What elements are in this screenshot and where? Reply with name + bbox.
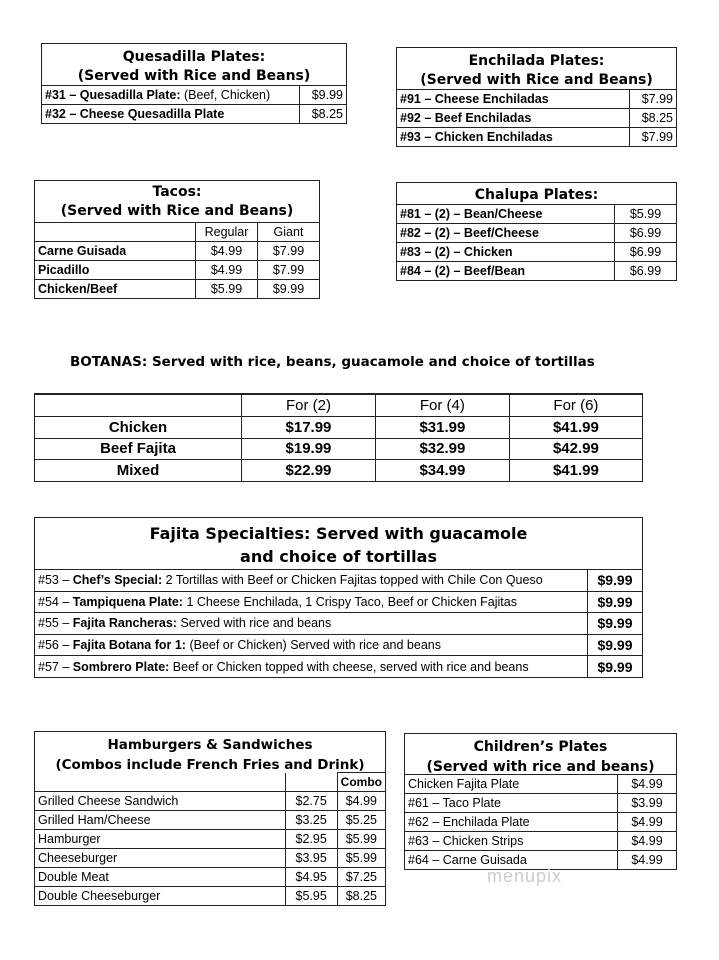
menu-row: Picadillo $4.99 $7.99 bbox=[35, 261, 319, 280]
tacos-box bbox=[34, 180, 320, 299]
menu-row: #84 – (2) – Beef/Bean $6.99 bbox=[397, 262, 676, 281]
menu-row: Grilled Cheese Sandwich $2.75 $4.99 bbox=[35, 792, 385, 811]
quesadilla-subtitle: (Served with Rice and Beans) bbox=[77, 67, 311, 84]
childrens-title: Children’s Plates bbox=[473, 739, 608, 755]
menu-row: Chicken/Beef $5.99 $9.99 bbox=[35, 280, 319, 299]
menu-row: #57 – Sombrero Plate: Beef or Chicken topped with cheese, served with rice and beans $9.99 bbox=[35, 656, 642, 678]
burgers-title: Hamburgers & Sandwiches bbox=[107, 737, 313, 753]
burgers-box bbox=[34, 731, 386, 906]
burgers-subtitle: (Combos include French Fries and Drink) bbox=[55, 757, 365, 774]
burgers-header-row: Combo bbox=[35, 773, 385, 792]
fajita-subtitle: and choice of tortillas bbox=[240, 547, 437, 567]
menu-row: Beef Fajita $19.99 $32.99 $42.99 bbox=[35, 438, 642, 460]
menupix-watermark: menupix bbox=[487, 866, 563, 886]
fajita-specialties-box bbox=[34, 517, 643, 678]
menu-row: #53 – Chef’s Special: 2 Tortillas with Beef or Chicken Fajitas topped with Chile Con Queso $9.99 bbox=[35, 570, 642, 592]
menu-row: #56 – Fajita Botana for 1: (Beef or Chicken) Served with rice and beans $9.99 bbox=[35, 634, 642, 656]
price: $8.25 bbox=[300, 105, 347, 124]
menu-row: #63 – Chicken Strips $4.99 bbox=[405, 832, 676, 851]
price: $9.99 bbox=[300, 86, 347, 105]
menu-row: Chicken $17.99 $31.99 $41.99 bbox=[35, 416, 642, 438]
menu-row: Double Cheeseburger $5.95 $8.25 bbox=[35, 887, 385, 906]
childrens-subtitle: (Served with rice and beans) bbox=[426, 759, 655, 776]
menu-row: #92 – Beef Enchiladas $8.25 bbox=[397, 109, 676, 128]
botanas-header-row: For (2) For (4) For (6) bbox=[35, 395, 642, 417]
menu-row: #64 – Carne Guisada $4.99 bbox=[405, 851, 676, 870]
botanas-box bbox=[34, 393, 643, 482]
menu-row: #93 – Chicken Enchiladas $7.99 bbox=[397, 128, 676, 147]
menu-row: Hamburger $2.95 $5.99 bbox=[35, 830, 385, 849]
botanas-heading: BOTANAS: Served with rice, beans, guacamole and choice of tortillas bbox=[70, 354, 595, 370]
enchilada-plates-box bbox=[396, 47, 677, 147]
chalupa-plates-box bbox=[396, 182, 677, 281]
menu-row: #62 – Enchilada Plate $4.99 bbox=[405, 813, 676, 832]
tacos-title: Tacos: bbox=[152, 184, 202, 200]
menu-row: Double Meat $4.95 $7.25 bbox=[35, 868, 385, 887]
menu-row: Grilled Ham/Cheese $3.25 $5.25 bbox=[35, 811, 385, 830]
chalupa-title: Chalupa Plates: bbox=[474, 187, 599, 203]
enchilada-subtitle: (Served with Rice and Beans) bbox=[420, 71, 653, 88]
tacos-header-row: Regular Giant bbox=[35, 223, 319, 242]
menu-row: #31 – Quesadilla Plate: (Beef, Chicken) $9.99 bbox=[42, 86, 346, 105]
menu-row: #81 – (2) – Bean/Cheese $5.99 bbox=[397, 205, 676, 224]
menu-row: #91 – Cheese Enchiladas $7.99 bbox=[397, 90, 676, 109]
childrens-plates-box bbox=[404, 733, 677, 870]
menu-row: #32 – Cheese Quesadilla Plate $8.25 bbox=[42, 105, 346, 124]
enchilada-title: Enchilada Plates: bbox=[468, 53, 605, 69]
quesadilla-title: Quesadilla Plates: bbox=[122, 49, 266, 65]
menu-row: Cheeseburger $3.95 $5.99 bbox=[35, 849, 385, 868]
menu-row: Carne Guisada $4.99 $7.99 bbox=[35, 242, 319, 261]
menu-row: Chicken Fajita Plate $4.99 bbox=[405, 775, 676, 794]
fajita-title: Fajita Specialties: Served with guacamole bbox=[149, 524, 528, 543]
menu-row: #61 – Taco Plate $3.99 bbox=[405, 794, 676, 813]
quesadilla-plates-box bbox=[41, 43, 347, 124]
menu-row: #83 – (2) – Chicken $6.99 bbox=[397, 243, 676, 262]
menu-row: #54 – Tampiquena Plate: 1 Cheese Enchilada, 1 Crispy Taco, Beef or Chicken Fajitas $9.99 bbox=[35, 591, 642, 613]
tacos-subtitle: (Served with Rice and Beans) bbox=[60, 202, 294, 219]
menu-row: #55 – Fajita Rancheras: Served with rice and beans $9.99 bbox=[35, 613, 642, 635]
menu-row: #82 – (2) – Beef/Cheese $6.99 bbox=[397, 224, 676, 243]
menu-row: Mixed $22.99 $34.99 $41.99 bbox=[35, 460, 642, 481]
